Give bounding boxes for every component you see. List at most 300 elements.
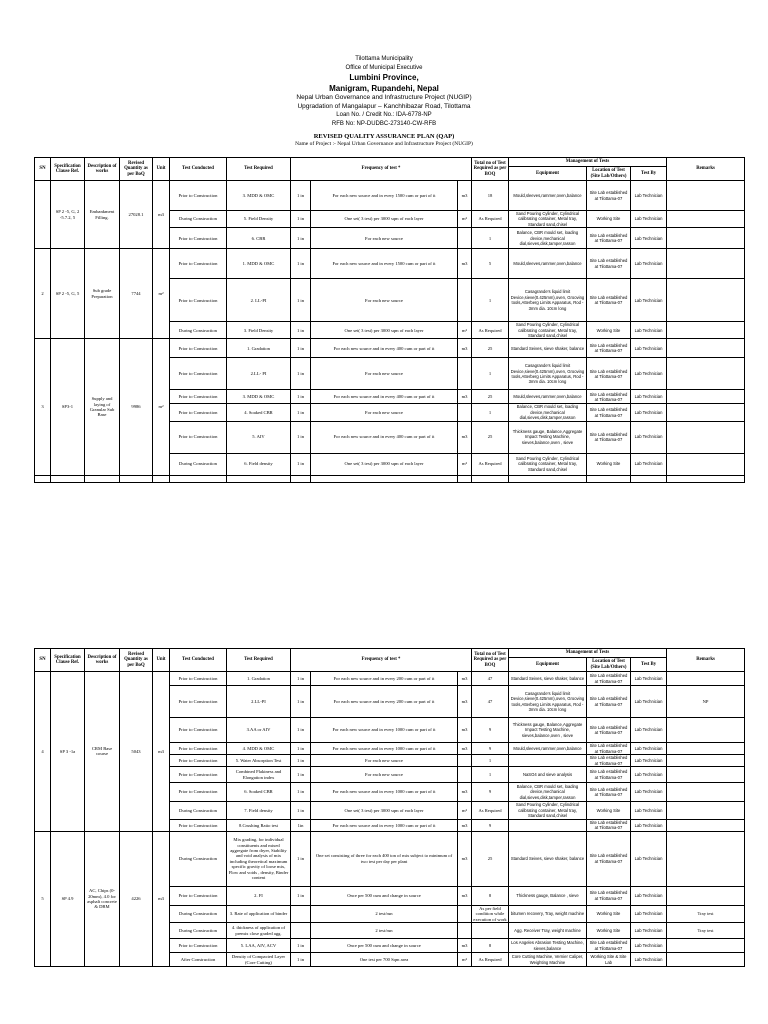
- test-required-cell: 1. Gradation: [227, 339, 291, 358]
- remarks-cell: [667, 718, 745, 743]
- test-by-cell: Lab Technician: [631, 211, 667, 228]
- frequency-cell: For each new source and in every 400 cum or part of it: [311, 421, 458, 453]
- location-cell: Site Lab established at Tilottama-07: [587, 421, 631, 453]
- total-tests-cell: 25: [472, 339, 509, 358]
- test-required-cell: 6. Soaked CBR: [227, 783, 291, 802]
- test-conducted-cell: Prior to Construction: [170, 672, 227, 686]
- test-by-cell: Lab Technician: [631, 831, 667, 886]
- frequency-cell: For each new source: [311, 358, 458, 390]
- frequency-cell: For each new source and in every 1000 cum or part of it: [311, 820, 458, 832]
- per-cell: 1 in: [291, 228, 311, 249]
- location-cell: Working Site & Site Lab: [587, 953, 631, 967]
- remarks-cell: [667, 322, 745, 339]
- freq-unit-cell: m3: [458, 249, 472, 279]
- per-cell: 1 in: [291, 686, 311, 718]
- location-cell: Site Lab established at Tilottama-07: [587, 404, 631, 421]
- col-testby: Test By: [631, 658, 667, 672]
- test-by-cell: Lab Technician: [631, 279, 667, 322]
- road-title: Upgradation of Mangalapur – Kanchhibazar Road, Tilottama: [297, 102, 471, 110]
- freq-unit-cell: m3: [458, 390, 472, 404]
- test-required-cell: 6. Field density: [227, 453, 291, 475]
- qap-table-page1: [34, 157, 745, 483]
- per-cell: 1 in: [291, 672, 311, 686]
- location-cell: Site Lab established at Tilottama-07: [587, 783, 631, 802]
- empty-cell: [472, 475, 509, 482]
- frequency-cell: For each new source: [311, 404, 458, 421]
- location-cell: Site Lab established at Tilottama-07: [587, 358, 631, 390]
- test-conducted-cell: Prior to Construction: [170, 743, 227, 755]
- test-by-cell: Lab Technician: [631, 421, 667, 453]
- total-tests-cell: 9: [472, 820, 509, 832]
- test-conducted-cell: Prior to Construction: [170, 686, 227, 718]
- test-by-cell: Lab Technician: [631, 181, 667, 211]
- per-cell: 1 in: [291, 886, 311, 905]
- test-required-cell: 8.Crushing Ratio test: [227, 820, 291, 832]
- frequency-cell: For each new source and in every 1000 cum or part of it: [311, 743, 458, 755]
- per-cell: 1 in: [291, 755, 311, 767]
- equipment-cell: Los Angeles Abrasion Testing Machine, sieves,balance: [509, 939, 587, 953]
- test-required-cell: 4. thickness of application of premix close graded agg.: [227, 923, 291, 939]
- total-tests-cell: 8: [472, 886, 509, 905]
- qty-cell: 4226: [120, 831, 153, 966]
- col-total: Total no of Test Required as per BOQ: [472, 649, 509, 672]
- per-cell: 1 in: [291, 939, 311, 953]
- test-required-cell: 4. Soaked CBR: [227, 404, 291, 421]
- test-by-cell: Lab Technician: [631, 755, 667, 767]
- equipment-cell: Core Cutting Machine, Vernier Caliper, Weighting Machine: [509, 953, 587, 967]
- col-remarks: Remarks: [667, 649, 745, 672]
- frequency-cell: For each new source: [311, 228, 458, 249]
- per-cell: [291, 905, 311, 922]
- province-name: Lumbini Province,: [349, 73, 419, 82]
- total-tests-cell: 25: [472, 390, 509, 404]
- sn-cell: 5: [35, 831, 51, 966]
- test-by-cell: Lab Technician: [631, 339, 667, 358]
- sn-cell: 4: [35, 672, 51, 832]
- col-management: Management of Tests: [509, 158, 667, 167]
- per-cell: 1 in: [291, 783, 311, 802]
- equipment-cell: Mould,sleeves,rammer,oven,balance: [509, 181, 587, 211]
- test-required-cell: 5. LAA, AIV, ACV: [227, 939, 291, 953]
- location-cell: Site Lab established at Tilottama-07: [587, 820, 631, 832]
- desc-cell: Supply and laying of Granular Sub Base: [85, 339, 120, 475]
- test-required-cell: 2. FI: [227, 886, 291, 905]
- total-tests-cell: 47: [472, 672, 509, 686]
- test-required-cell: 1. MDD & OMC: [227, 249, 291, 279]
- equipment-cell: Casagrande's liquid limit Device,sieve(0.425mm),oven, Grooving tools,Atterberg Limits Apparatus, Rod - 3mm dia. 10cm long: [509, 686, 587, 718]
- office-name: Office of Municipal Executive: [345, 64, 423, 71]
- remarks-cell: [667, 886, 745, 905]
- equipment-cell: Mould,sleeves,rammer,oven,balance: [509, 743, 587, 755]
- location-cell: Site Lab established at Tilottama-07: [587, 390, 631, 404]
- empty-cell: [311, 475, 458, 482]
- frequency-cell: For each new source and in every 1500 cum or part of it: [311, 181, 458, 211]
- frequency-cell: One set( 3 test) per 3000 sqm of each layer: [311, 211, 458, 228]
- total-tests-cell: 5: [472, 249, 509, 279]
- freq-unit-cell: m3: [458, 783, 472, 802]
- unit-cell: m²: [153, 339, 170, 475]
- test-conducted-cell: Prior to Construction: [170, 767, 227, 783]
- table-row: [35, 181, 745, 211]
- remarks-cell: [667, 358, 745, 390]
- per-cell: 1 in: [291, 743, 311, 755]
- test-required-cell: 3. Rate of application of binder: [227, 905, 291, 922]
- location-cell: Working Site: [587, 905, 631, 922]
- test-required-cell: Combined Flakiness and Elongation index: [227, 767, 291, 783]
- document-header: [0, 55, 768, 128]
- total-tests-cell: 1: [472, 358, 509, 390]
- spec-cell: SP 2 -5, G, 5: [51, 249, 85, 339]
- empty-cell: [170, 475, 227, 482]
- col-conducted: Test Conducted: [170, 158, 227, 181]
- remarks-cell: [667, 404, 745, 421]
- col-total: Total no of Test Required as per BOQ: [472, 158, 509, 181]
- total-tests-cell: As Required: [472, 211, 509, 228]
- test-conducted-cell: After Construction: [170, 953, 227, 967]
- empty-cell: [631, 475, 667, 482]
- freq-unit-cell: m3: [458, 939, 472, 953]
- test-required-cell: 7. Field density: [227, 802, 291, 820]
- empty-cell: [85, 475, 120, 482]
- remarks-cell: [667, 953, 745, 967]
- freq-unit-cell: m²: [458, 953, 472, 967]
- test-by-cell: Lab Technician: [631, 743, 667, 755]
- remarks-cell: [667, 211, 745, 228]
- remarks-cell: Tray test: [667, 923, 745, 939]
- remarks-cell: [667, 831, 745, 886]
- qap-table-page2: [34, 648, 745, 967]
- per-cell: 1 in: [291, 339, 311, 358]
- total-tests-cell: 25: [472, 831, 509, 886]
- test-by-cell: Lab Technician: [631, 802, 667, 820]
- test-required-cell: 6. CBR: [227, 228, 291, 249]
- location-cell: Site Lab established at Tilottama-07: [587, 686, 631, 718]
- location-cell: Site Lab established at Tilottama-07: [587, 718, 631, 743]
- location-cell: Working Site: [587, 211, 631, 228]
- empty-cell: [120, 475, 153, 482]
- location-cell: Site Lab established at Tilottama-07: [587, 939, 631, 953]
- frequency-cell: For each new source and in every 400 cum or part of it: [311, 339, 458, 358]
- col-unit: Unit: [153, 158, 170, 181]
- col-equipment: Equipment: [509, 167, 587, 181]
- col-testby: Test By: [631, 167, 667, 181]
- col-spec: Specification Clause Ref.: [51, 158, 85, 181]
- per-cell: 1 in: [291, 211, 311, 228]
- spec-cell: SP3-1: [51, 339, 85, 475]
- test-conducted-cell: During Construction: [170, 923, 227, 939]
- table-row: [35, 831, 745, 886]
- col-required: Test Required: [227, 158, 291, 181]
- total-tests-cell: 9: [472, 743, 509, 755]
- test-by-cell: Lab Technician: [631, 923, 667, 939]
- equipment-cell: Thickness gauge, Balance , sieve: [509, 886, 587, 905]
- total-tests-cell: As Required: [472, 322, 509, 339]
- equipment-cell: Agg. Receiver Tray, weight machine: [509, 923, 587, 939]
- remarks-cell: [667, 249, 745, 279]
- per-cell: 1in: [291, 820, 311, 832]
- location-cell: Working Site: [587, 923, 631, 939]
- table-row: [35, 339, 745, 358]
- frequency-cell: For each new source and in every 400 cum or part of it: [311, 390, 458, 404]
- per-cell: 1 in: [291, 453, 311, 475]
- freq-unit-cell: [458, 923, 472, 939]
- freq-unit-cell: m3: [458, 181, 472, 211]
- qty-cell: 5043: [120, 672, 153, 832]
- remarks-cell: [667, 228, 745, 249]
- equipment-cell: Casagrande's liquid limit Device,sieve(0.425mm),oven, Grooving tools,Atterberg Limits Apparatus, Rod - 3mm dia. 10cm long: [509, 279, 587, 322]
- test-conducted-cell: During Construction: [170, 322, 227, 339]
- frequency-cell: Once per 500 cum and change in source: [311, 939, 458, 953]
- freq-unit-cell: [458, 358, 472, 390]
- test-by-cell: Lab Technician: [631, 767, 667, 783]
- per-cell: 1 in: [291, 767, 311, 783]
- qty-cell: 7744: [120, 249, 153, 339]
- freq-unit-cell: m²: [458, 453, 472, 475]
- location-cell: Site Lab established at Tilottama-07: [587, 249, 631, 279]
- location-cell: Site Lab established at Tilottama-07: [587, 743, 631, 755]
- per-cell: 1 in: [291, 953, 311, 967]
- freq-unit-cell: m3: [458, 686, 472, 718]
- remarks-cell: [667, 783, 745, 802]
- equipment-cell: Casagrande's liquid limit Device,sieve(0.425mm),oven, Grooving tools,Atterberg Limits Apparatus, Rod - 3mm dia. 10cm long: [509, 358, 587, 390]
- frequency-cell: One set( 3 test) per 3000 sqm of each layer: [311, 802, 458, 820]
- rfb-number: RFB No: NP-DUDBC-273140-CW-RFB: [331, 120, 437, 127]
- test-conducted-cell: Prior to Construction: [170, 390, 227, 404]
- remarks-cell: Tray test: [667, 905, 745, 922]
- test-conducted-cell: Prior to Construction: [170, 939, 227, 953]
- test-conducted-cell: During Construction: [170, 802, 227, 820]
- empty-cell: [587, 475, 631, 482]
- freq-unit-cell: [458, 404, 472, 421]
- sn-cell: [35, 181, 51, 249]
- remarks-cell: [667, 339, 745, 358]
- test-conducted-cell: Prior to Construction: [170, 421, 227, 453]
- total-tests-cell: 9: [472, 783, 509, 802]
- test-conducted-cell: Prior to Construction: [170, 339, 227, 358]
- location-cell: Site Lab established at Tilottama-07: [587, 181, 631, 211]
- empty-cell: [291, 475, 311, 482]
- test-required-cell: 2.LL- PI: [227, 358, 291, 390]
- test-by-cell: Lab Technician: [631, 390, 667, 404]
- remarks-cell: [667, 181, 745, 211]
- total-tests-cell: 1: [472, 755, 509, 767]
- test-conducted-cell: Prior to Construction: [170, 358, 227, 390]
- col-frequency: Frequency of test *: [291, 158, 472, 181]
- frequency-cell: One set consisting of three for each 400 ton of mix subject to minimum of two test per day per plant: [311, 831, 458, 886]
- location-cell: Site Lab established at Tilottama-07: [587, 279, 631, 322]
- test-required-cell: 3. MDD & OMC: [227, 390, 291, 404]
- freq-unit-cell: [458, 905, 472, 922]
- per-cell: 1 in: [291, 802, 311, 820]
- freq-unit-cell: [458, 228, 472, 249]
- test-by-cell: Lab Technician: [631, 228, 667, 249]
- test-by-cell: Lab Technician: [631, 886, 667, 905]
- equipment-cell: Balance, CBR mould set, loading device,mechanical dial,sieves,disk,tamper,rasson: [509, 404, 587, 421]
- total-tests-cell: 25: [472, 421, 509, 453]
- col-desc: Description of works: [85, 649, 120, 672]
- test-required-cell: Mix grading, for individual constituents and mixed aggregate from dryer, Stability and void analysis of mix including theoretical maximum specific gravity of loose mix, Flow and voids , density, Binder content: [227, 831, 291, 886]
- location-cell: Site Lab established at Tilottama-07: [587, 228, 631, 249]
- equipment-cell: Sand Pouring Cylinder, Cylindrical calibrating container, Metal tray, Standard sand,chisel: [509, 211, 587, 228]
- table-row: [35, 672, 745, 686]
- empty-cell: [509, 475, 587, 482]
- test-conducted-cell: Prior to Construction: [170, 249, 227, 279]
- total-tests-cell: [472, 923, 509, 939]
- table-row: [35, 249, 745, 279]
- col-conducted: Test Conducted: [170, 649, 227, 672]
- test-conducted-cell: Prior to Construction: [170, 404, 227, 421]
- remarks-cell: [667, 939, 745, 953]
- remarks-cell: [667, 390, 745, 404]
- empty-cell: [51, 475, 85, 482]
- loan-number: Loan No. / Credit No.: IDA-6778-NP: [336, 112, 432, 118]
- test-by-cell: Lab Technician: [631, 783, 667, 802]
- remarks-cell: [667, 820, 745, 832]
- test-by-cell: Lab Technician: [631, 322, 667, 339]
- test-by-cell: Lab Technician: [631, 453, 667, 475]
- municipality-name: Tilottama Municipality: [355, 56, 413, 62]
- project-name: Name of Project :- Nepal Urban Governance and Infrastructure Project (NUGIP): [295, 141, 473, 147]
- per-cell: 1 in: [291, 358, 311, 390]
- test-conducted-cell: During Construction: [170, 905, 227, 922]
- remarks-cell: [667, 279, 745, 322]
- equipment-cell: Mould,sleeves,rammer,oven,balance: [509, 249, 587, 279]
- frequency-cell: For each new source: [311, 279, 458, 322]
- test-by-cell: Lab Technician: [631, 249, 667, 279]
- col-required: Test Required: [227, 649, 291, 672]
- total-tests-cell: 1: [472, 228, 509, 249]
- equipment-cell: Thickness gauge, Balance,Aggregate Impact Testing Machine, sieves,balance,oven , sieve: [509, 718, 587, 743]
- empty-cell: [153, 475, 170, 482]
- freq-unit-cell: m3: [458, 820, 472, 832]
- location-cell: Site Lab established at Tilottama-07: [587, 886, 631, 905]
- test-conducted-cell: Prior to Construction: [170, 783, 227, 802]
- test-by-cell: Lab Technician: [631, 953, 667, 967]
- sn-cell: 2: [35, 249, 51, 339]
- spec-cell: SP 2 -5, G, 2 -5.7.2, 5: [51, 181, 85, 249]
- per-cell: 1 in: [291, 718, 311, 743]
- project-title: Nepal Urban Governance and Infrastructure Project (NUGIP): [296, 94, 472, 101]
- remarks-cell: [667, 743, 745, 755]
- frequency-cell: For each new source and in every 200 cum or part of it: [311, 672, 458, 686]
- per-cell: 1 in: [291, 279, 311, 322]
- test-by-cell: Lab Technician: [631, 718, 667, 743]
- test-conducted-cell: Prior to Construction: [170, 718, 227, 743]
- equipment-cell: Standard Seives, sieve shaker, balance: [509, 831, 587, 886]
- equipment-cell: Balance, CBR mould set, loading device,mechanical dial,sieves,disk,tamper,rasson: [509, 228, 587, 249]
- col-spec: Specification Clause Ref.: [51, 649, 85, 672]
- col-management: Management of Tests: [509, 649, 667, 658]
- test-required-cell: 5. Water Absorption Test: [227, 755, 291, 767]
- frequency-cell: For each new source: [311, 767, 458, 783]
- col-equipment: Equipment: [509, 658, 587, 672]
- test-required-cell: Density of Compacted Layer (Core Cutting): [227, 953, 291, 967]
- equipment-cell: Standard Seives, sieve shaker, balance: [509, 339, 587, 358]
- total-tests-cell: 8: [472, 939, 509, 953]
- desc-cell: AC, Chips (0-20mm), 4.0 for asphalt concrete & DBM: [85, 831, 120, 966]
- remarks-cell: [667, 755, 745, 767]
- remarks-cell: [667, 802, 745, 820]
- remarks-cell: [667, 767, 745, 783]
- location-cell: Site Lab established at Tilottama-07: [587, 831, 631, 886]
- equipment-cell: [509, 755, 587, 767]
- remarks-cell: [667, 421, 745, 453]
- frequency-cell: One set( 3 test) per 3000 sqm of each layer: [311, 453, 458, 475]
- test-required-cell: 5. AIV: [227, 421, 291, 453]
- frequency-cell: Once per 500 cum and change in source: [311, 886, 458, 905]
- freq-unit-cell: [458, 767, 472, 783]
- total-tests-cell: As Required: [472, 453, 509, 475]
- test-required-cell: 4. MDD & OMC: [227, 743, 291, 755]
- test-by-cell: Lab Technician: [631, 404, 667, 421]
- col-qty: Revised Quantity as per BoQ: [120, 158, 153, 181]
- location-cell: Site Lab established at Tilottama-07: [587, 767, 631, 783]
- frequency-cell: For each new source and in every 1000 cum or part of it: [311, 783, 458, 802]
- total-tests-cell: As Required: [472, 802, 509, 820]
- col-sn: SN: [35, 158, 51, 181]
- freq-unit-cell: m²: [458, 211, 472, 228]
- freq-unit-cell: m²: [458, 322, 472, 339]
- table-row: [35, 475, 745, 482]
- freq-unit-cell: m3: [458, 421, 472, 453]
- location-cell: Site Lab established at Tilottama-07: [587, 672, 631, 686]
- freq-unit-cell: m3: [458, 886, 472, 905]
- test-conducted-cell: During Construction: [170, 211, 227, 228]
- frequency-cell: One test per 700 Sqm area: [311, 953, 458, 967]
- location-cell: Working Site: [587, 322, 631, 339]
- test-by-cell: Lab Technician: [631, 686, 667, 718]
- total-tests-cell: 1: [472, 279, 509, 322]
- qty-cell: 27028.1: [120, 181, 153, 249]
- total-tests-cell: As Required: [472, 953, 509, 967]
- col-qty: Revised Quantity as per BoQ: [120, 649, 153, 672]
- test-conducted-cell: Prior to Construction: [170, 886, 227, 905]
- freq-unit-cell: m3: [458, 718, 472, 743]
- freq-unit-cell: [458, 755, 472, 767]
- frequency-cell: For each new source: [311, 755, 458, 767]
- total-tests-cell: 1: [472, 404, 509, 421]
- total-tests-cell: 18: [472, 181, 509, 211]
- test-required-cell: 5. Field Density: [227, 211, 291, 228]
- equipment-cell: Balance, CBR mould set, loading device,mechanical dial,sieves,disk,tamper,rasson: [509, 783, 587, 802]
- test-conducted-cell: During Construction: [170, 453, 227, 475]
- sn-cell: 3: [35, 339, 51, 475]
- test-required-cell: 2. LL-PI: [227, 279, 291, 322]
- per-cell: 1 in: [291, 831, 311, 886]
- empty-cell: [458, 475, 472, 482]
- frequency-cell: 2 test/run: [311, 905, 458, 922]
- test-required-cell: 3. MDD & OMC: [227, 181, 291, 211]
- test-required-cell: 3.AA or AIV: [227, 718, 291, 743]
- empty-cell: [35, 475, 51, 482]
- test-conducted-cell: Prior to Construction: [170, 228, 227, 249]
- total-tests-cell: As per field condition while execution of work: [473, 905, 507, 922]
- spec-cell: SP 4.9: [51, 831, 85, 966]
- qap-title: REVISED QUALITY ASSURANCE PLAN (QAP): [313, 133, 455, 140]
- frequency-cell: 2 test/run: [311, 923, 458, 939]
- test-by-cell: Lab Technician: [631, 358, 667, 390]
- freq-unit-cell: m²: [458, 802, 472, 820]
- test-conducted-cell: Prior to Construction: [170, 820, 227, 832]
- col-location: Location of Test (Site Lab/Others): [587, 167, 631, 181]
- equipment-cell: Standard Seives, sieve shaker, balance: [509, 672, 587, 686]
- col-unit: Unit: [153, 649, 170, 672]
- equipment-cell: Sand Pouring Cylinder, Cylindrical calibrating container, Metal tray, Standard sand,chisel: [509, 453, 587, 475]
- per-cell: [291, 923, 311, 939]
- frequency-cell: For each new source and in every 200 cum or part of it: [311, 686, 458, 718]
- col-desc: Description of works: [85, 158, 120, 181]
- equipment-cell: NaSO4 and sieve analysis: [509, 767, 587, 783]
